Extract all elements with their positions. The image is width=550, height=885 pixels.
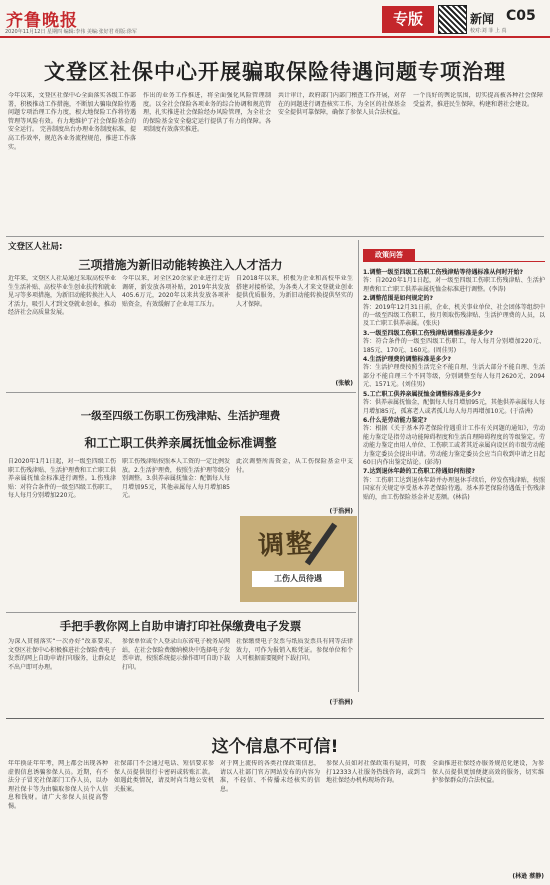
main-headline: 文登区社保中心开展骗取保险待遇问题专项治理	[44, 60, 506, 84]
special-section-tag: 专版	[382, 6, 434, 33]
article2-column-1: 自2020年1月1日起，对一级至四级工伤职工伤残津贴、生活护理费和工亡职工供养亲属抚恤金标准进行调整。1.伤残津贴：对符合条件的一级至四级工伤职工，每人每月分别增加220元。	[8, 458, 116, 500]
bottom-column-2: 社保部门不会通过电话、短信要求参保人员提供银行卡密码或转账汇款。如遇此类情况，请及时向当地公安机关报案。	[114, 760, 214, 793]
policy-question: 6.什么是劳动能力鉴定?	[363, 416, 427, 424]
article1-column-1: 近年来，文登区人社局通过采取高校毕业生生活补贴、高校毕业生创业扶持和就业见习等多项措施，为新旧动能转换注入人才活力，吸引人才到文登就业创业，推动经济社会高质量发展。	[8, 275, 116, 317]
article3-byline: (于浩洲)	[329, 699, 353, 706]
illustration-main-text: 调整	[257, 528, 315, 562]
bottom-column-5: 全面推进社保经办服务规范化建设，为参保人员提供更加便捷高效的服务，切实维护参保群众的合法权益。	[432, 760, 544, 785]
article-divider-2	[6, 612, 356, 613]
policy-qa-item-7	[363, 468, 545, 502]
lead-paragraph-2: 完善制度出台办理业务制度标准，提高工作效率，规范各业务流程规范，推进工作落实。	[8, 126, 136, 151]
qr-code-icon	[438, 5, 467, 34]
newspaper-logo: 齐鲁晚报	[6, 11, 78, 31]
article3-column-2: 参保单位或个人登录山东省电子税务局网站，在社会保险费缴纳模块中选择电子发票申请，按照系统提示操作即可自助下载打印。	[122, 638, 230, 671]
article1-column-2: 今年以来，对全区20余家企业进行走访调研，新发放各项补贴，2019年共发放405.6万元，2020年以来共发放各项补贴资金，有效缓解了企业用工压力。	[122, 275, 230, 308]
bottom-byline: (林逊 蔡静)	[512, 873, 544, 880]
policy-answer: 答：生活护理费按照生活完全不能自理、生活大部分不能自理、生活部分不能自理三个不同等级，分别调整至每人每月2620元、2094元、1571元。(刘佳男)	[363, 364, 545, 389]
article2-title-line2: 和工亡职工供养亲属抚恤金标准调整	[84, 436, 277, 450]
section-name: 新闻	[470, 12, 495, 26]
issue-meta: 2020年11月12日 星期四 编辑:李伟 美编:张好君 组版:徐军	[5, 29, 137, 35]
bottom-column-1: 年年换证年年考，网上都会出现各种虚假信息诱骗参保人员。近期，有不法分子冒充社保部门工作人员，以办理社保卡等为由骗取参保人员个人信息和钱财。请广大参保人员提高警惕。	[8, 760, 108, 810]
article1-byline: (张敏)	[335, 380, 353, 387]
lead-paragraph-1: 今年以来，文登区社保中心全面落实各级工作部署，积极推动工作措施，不断加大骗取保险待遇问题专项治理工作力度，根大地保险工作将待遇管理等风险有效。有力地维护了社会保险基金的安全运行。	[8, 92, 136, 134]
bottom-column-3: 对于网上流传的各类社保政策信息，请以人社部门官方网站发布的内容为准，不轻信、不传播未经核实的信息。	[220, 760, 320, 793]
policy-answer: 答：工伤职工达到退休年龄并办理退休手续后，停发伤残津贴，按照国家有关规定享受基本养老保险待遇。基本养老保险待遇低于伤残津贴的，由工伤保险基金补足差额。(林浩)	[363, 476, 545, 501]
lead-column-3: 共计审计，政府部门内部门稽查工作开展，对存在的问题进行调查核实工作，为全区的社保基金安全提供可靠保障，确保了参保人员合法权益。	[278, 92, 406, 117]
policy-question: 7.达到退休年龄的工伤职工待遇如何衔接?	[363, 468, 475, 476]
policy-answer: 答：符合条件的一级至四级工伤职工，每人每月分别增加220元、185元、170元、160元。(周佳男)	[363, 338, 545, 354]
bottom-column-4: 参保人员如对社保政策有疑问，可拨打12333人社服务热线咨询，或到当地社保经办机构现场咨询。	[326, 760, 426, 785]
page-number: C05	[506, 8, 536, 24]
section-divider	[6, 236, 544, 237]
illustration-adjustment	[240, 516, 357, 602]
bottom-headline: 这个信息不可信!	[211, 737, 339, 757]
article2-byline: (于浩洲)	[329, 508, 353, 515]
policy-qa-item-4	[363, 356, 545, 390]
masthead-divider	[0, 36, 550, 38]
policy-qa-header: 政策问答	[363, 249, 415, 262]
policy-qa-list	[363, 268, 545, 688]
article3-column-3: 社保缴费电子发票与纸质发票具有同等法律效力，可作为报销入账凭证。参保单位和个人可根据需要随时下载打印。	[236, 638, 353, 663]
policy-answer: 答：自2020年1月1日起，对一级至四级工伤职工伤残津贴、生活护理费和工亡职工供养亲属抚恤金标准进行调整。(李涛)	[363, 277, 545, 293]
policy-question: 4.生活护理费的调整标准是多少?	[363, 356, 451, 364]
editor-credits: 校对:刘 菲 上 真	[470, 28, 507, 34]
lead-column-2: 作出的业务工作推进，将全面强化风险管理制度。以全社会保险各项业务的综合协调和规范管理，扎实推进社会保险经办风险管理，为全社会的保险基金安全稳定运行提供了有力的保障。各项制度有效落实推进。	[143, 92, 271, 134]
policy-question: 1.调整一级至四级工伤职工伤残津贴等待遇标准从何时开始?	[363, 269, 523, 276]
article1-label: 文登区人社局:	[8, 242, 63, 252]
article1-title: 三项措施为新旧动能转换注入人才活力	[78, 258, 283, 272]
lead-column-1	[8, 92, 136, 232]
column-divider	[358, 240, 359, 692]
lead-column-4: 一个良好的舆论氛围，切实提高被各种社会保障受益者，推进民生保障，构建和谐社会建设。	[413, 92, 543, 108]
article-divider-1	[6, 392, 356, 393]
policy-answer: 答：2019年12月31日前，企业、机关事业单位、社会团体等组织中的一级至四级工伤职工，按月领取伤残津贴、生活护理费的人员，以及工亡职工供养亲属。(张庆)	[363, 303, 545, 328]
policy-qa-item-2	[363, 295, 545, 329]
article2-column-3: 此次调整所需资金，从工伤保险基金中支付。	[236, 458, 353, 474]
article1-column-3: 自2018年以来，积极为企业和高校毕业生搭建对接桥梁，为各类人才来文登就业创业提供优质服务，为新旧动能转换提供坚实的人才保障。	[236, 275, 353, 308]
policy-answer: 答：供养亲属抚恤金，配偶每人每月增加95元，其他供养亲属每人每月增加85元，孤寡老人或者孤儿每人每月再增加10元。(于浩洲)	[363, 399, 545, 415]
policy-qa-item-1	[363, 269, 545, 294]
article2-column-2: 职工伤残津贴按照本人工资的一定比例发放。2.生活护理费，按照生活护理等级分别调整。3.供养亲属抚恤金：配偶每人每月增加95元，其他亲属每人每月增加85元。	[122, 458, 230, 500]
illustration-label: 工伤人员待遇	[252, 571, 344, 587]
article3-column-1: 为深入贯彻落实“一次办好”改革要求，文登区社保中心积极推进社会保险费电子发票的网上自助申请打印服务，让群众足不出户即可办理。	[8, 638, 116, 671]
policy-qa-item-3	[363, 330, 545, 355]
policy-answer: 答：根据《关于基本养老保险待遇重计工作有关问题的通知》，劳动能力鉴定是指劳动功能障碍程度和生活自理障碍程度的等级鉴定。劳动能力鉴定由用人单位、工伤职工或者其近亲属向设区的市级劳动能力鉴定委员会提出申请。劳动能力鉴定委员会应当自收到申请之日起60日内作出鉴定结论。(彭涛)	[363, 425, 545, 466]
policy-question: 2.调整范围是如何规定的?	[363, 295, 433, 303]
policy-question: 3.一级至四级工伤职工伤残津贴调整标准是多少?	[363, 329, 493, 337]
article3-title: 手把手教你网上自助申请打印社保缴费电子发票	[59, 619, 302, 633]
policy-qa-rule	[415, 261, 545, 262]
policy-question: 5.工亡职工供养亲属抚恤金调整标准是多少?	[363, 390, 481, 398]
article2-title-line1: 一级至四级工伤职工伤残津贴、生活护理费	[80, 410, 281, 422]
policy-qa-item-6	[363, 417, 545, 467]
bottom-section-divider	[6, 718, 544, 719]
policy-qa-item-5	[363, 391, 545, 416]
